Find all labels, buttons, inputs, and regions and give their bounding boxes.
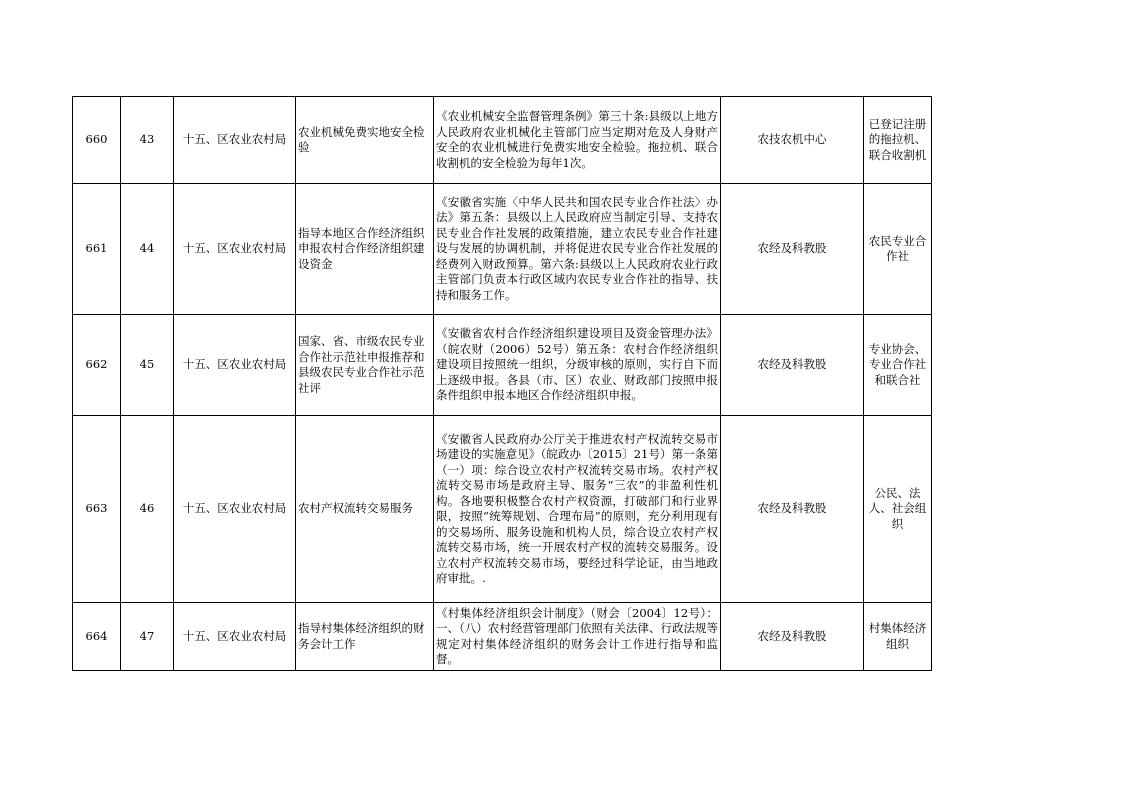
service-items-table [72, 96, 932, 671]
service-item-cell: 指导村集体经济组织的财务会计工作 [296, 603, 434, 671]
department-cell: 十五、区农业农村局 [174, 184, 296, 315]
legal-basis-cell: 《安徽省农村合作经济组织建设项目及资金管理办法》（皖农财（2006）52号）第五条：农村合作经济组织建设项目按照统一组织，分级审核的原则，实行自下而上逐级申报。各县（市、区）农业、财政部门按照申报条件组织申报本地区合作经济组织申报。 [434, 315, 721, 416]
sequence-cell: 661 [73, 184, 121, 315]
legal-basis-cell: 《安徽省实施〈中华人民共和国农民专业合作社法〉办法》第五条：县级以上人民政府应当制定引导、支持农民专业合作社发展的政策措施，建立农民专业合作社建设与发展的协调机制，并将促进农民专业合作社发展的经费列入财政预算。第六条:县级以上人民政府农业行政主管部门负责本行政区域内农民专业合作社的指导、扶持和服务工作。 [434, 184, 721, 315]
service-item-cell: 农业机械免费实地安全检验 [296, 97, 434, 184]
responsible-unit-cell: 农经及科教股 [721, 416, 864, 603]
sequence-cell: 663 [73, 416, 121, 603]
department-cell: 十五、区农业农村局 [174, 416, 296, 603]
responsible-unit-cell: 农经及科教股 [721, 603, 864, 671]
service-item-cell: 指导本地区合作经济组织申报农村合作经济组织建设资金 [296, 184, 434, 315]
legal-basis-cell: 《村集体经济组织会计制度》（财会〔2004〕12号）：一、（八）农村经营管理部门依照有关法律、行政法规等规定对村集体经济组织的财务会计工作进行指导和监督。 [434, 603, 721, 671]
service-object-cell: 公民、法人、社会组织 [864, 416, 932, 603]
responsible-unit-cell: 农技农机中心 [721, 97, 864, 184]
service-object-cell: 专业协会、专业合作社和联合社 [864, 315, 932, 416]
table-row [73, 184, 932, 315]
table-row [73, 416, 932, 603]
table-row [73, 315, 932, 416]
department-cell: 十五、区农业农村局 [174, 603, 296, 671]
service-item-cell: 国家、省、市级农民专业合作社示范社申报推荐和县级农民专业合作社示范社评 [296, 315, 434, 416]
service-object-cell: 农民专业合作社 [864, 184, 932, 315]
item-number-cell: 46 [121, 416, 174, 603]
responsible-unit-cell: 农经及科教股 [721, 184, 864, 315]
department-cell: 十五、区农业农村局 [174, 315, 296, 416]
item-number-cell: 44 [121, 184, 174, 315]
department-cell: 十五、区农业农村局 [174, 97, 296, 184]
sequence-cell: 660 [73, 97, 121, 184]
service-object-cell: 村集体经济组织 [864, 603, 932, 671]
item-number-cell: 45 [121, 315, 174, 416]
sequence-cell: 664 [73, 603, 121, 671]
item-number-cell: 43 [121, 97, 174, 184]
responsible-unit-cell: 农经及科教股 [721, 315, 864, 416]
service-object-cell: 已登记注册的拖拉机、联合收割机 [864, 97, 932, 184]
service-item-cell: 农村产权流转交易服务 [296, 416, 434, 603]
table-row [73, 603, 932, 671]
table-row [73, 97, 932, 184]
legal-basis-cell: 《农业机械安全监督管理条例》第三十条:县级以上地方人民政府农业机械化主管部门应当定期对危及人身财产安全的农业机械进行免费实地安全检验。拖拉机、联合收割机的安全检验为每年1次。 [434, 97, 721, 184]
item-number-cell: 47 [121, 603, 174, 671]
sequence-cell: 662 [73, 315, 121, 416]
legal-basis-cell: 《安徽省人民政府办公厅关于推进农村产权流转交易市场建设的实施意见》（皖政办〔2015〕21号）第一条第（一）项：综合设立农村产权流转交易市场。农村产权流转交易市场是政府主导、服务“三农”的非盈利性机构。各地要积极整合农村产权资源，打破部门和行业界限，按照“统筹规划、合理布局”的原则，充分利用现有的交易场所、服务设施和机构人员，综合设立农村产权流转交易市场，统一开展农村产权的流转交易服务。设立农村产权流转交易市场，要经过科学论证，由当地政府审批。. [434, 416, 721, 603]
